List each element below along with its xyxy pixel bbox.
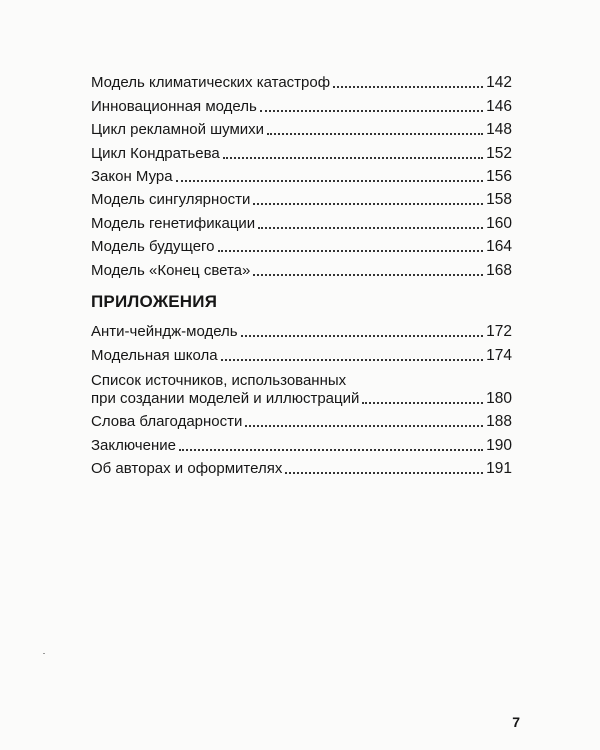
table-of-contents-appendices (91, 318, 512, 478)
dot-leader (260, 99, 483, 113)
toc-entry-title: Об авторах и оформителях (91, 459, 283, 477)
toc-entry-title: Модель «Конец света» (91, 261, 251, 279)
toc-entry (91, 318, 512, 341)
dot-leader (176, 169, 483, 183)
toc-entry-page: 146 (486, 97, 512, 115)
toc-entry-page: 172 (486, 323, 512, 341)
page-number: 7 (512, 714, 520, 730)
toc-entry-title (91, 372, 359, 408)
dot-leader (362, 391, 483, 405)
toc-entry-page: 174 (486, 346, 512, 364)
dot-leader (218, 239, 483, 253)
toc-entry-page: 142 (486, 74, 512, 92)
toc-entry-title-line: Список источников, использованных (91, 371, 347, 389)
toc-entry-title: Слова благодарности (91, 413, 243, 431)
toc-entry-page: 160 (486, 214, 512, 232)
toc-entry (91, 116, 512, 139)
toc-entry-title: Модель будущего (91, 238, 215, 256)
toc-entry-title: Модель генетификации (91, 214, 256, 232)
toc-entry-page: 188 (486, 413, 512, 431)
table-of-contents-main (91, 69, 512, 280)
dot-leader (253, 192, 483, 206)
dot-leader (241, 324, 483, 338)
toc-entry-page: 190 (486, 436, 512, 454)
dot-leader (333, 75, 483, 89)
toc-entry-page: 148 (486, 121, 512, 139)
toc-entry (91, 69, 512, 92)
toc-entry (91, 455, 512, 478)
toc-entry (91, 92, 512, 115)
toc-entry-page: 191 (486, 459, 512, 477)
toc-entry (91, 209, 512, 232)
toc-entry (91, 341, 512, 364)
dot-leader (245, 414, 483, 428)
toc-entry-title: Заключение (91, 436, 176, 454)
toc-entry-title: Модель климатических катастроф (91, 74, 331, 92)
paper-speck (43, 653, 45, 654)
toc-entry-title-line: при создании моделей и иллюстраций (91, 389, 360, 407)
section-heading: ПРИЛОЖЕНИЯ (91, 292, 218, 311)
toc-entry (91, 163, 512, 186)
dot-leader (221, 348, 483, 362)
toc-entry (91, 256, 512, 279)
toc-entry (91, 186, 512, 209)
toc-entry-page: 180 (486, 389, 512, 407)
toc-entry-page: 164 (486, 238, 512, 256)
toc-entry (91, 408, 512, 431)
toc-entry-title: Цикл Кондратьева (91, 144, 220, 162)
dot-leader (179, 438, 483, 452)
toc-entry-page: 156 (486, 167, 512, 185)
toc-entry-page: 168 (486, 261, 512, 279)
toc-entry-title: Модельная школа (91, 346, 218, 364)
toc-entry (91, 431, 512, 454)
dot-leader (253, 263, 483, 277)
toc-entry-page: 158 (486, 191, 512, 209)
dot-leader (223, 146, 483, 160)
toc-entry-title: Закон Мура (91, 167, 173, 185)
dot-leader (258, 216, 483, 230)
toc-entry-title: Модель сингулярности (91, 191, 251, 209)
toc-entry (91, 139, 512, 162)
toc-entry-page: 152 (486, 144, 512, 162)
dot-leader (285, 461, 483, 475)
toc-entry-title: Инновационная модель (91, 97, 257, 115)
dot-leader (267, 122, 483, 136)
toc-entry (91, 365, 512, 408)
toc-entry-title: Анти-чейндж-модель (91, 323, 238, 341)
toc-entry (91, 233, 512, 256)
toc-entry-title: Цикл рекламной шумихи (91, 121, 265, 139)
